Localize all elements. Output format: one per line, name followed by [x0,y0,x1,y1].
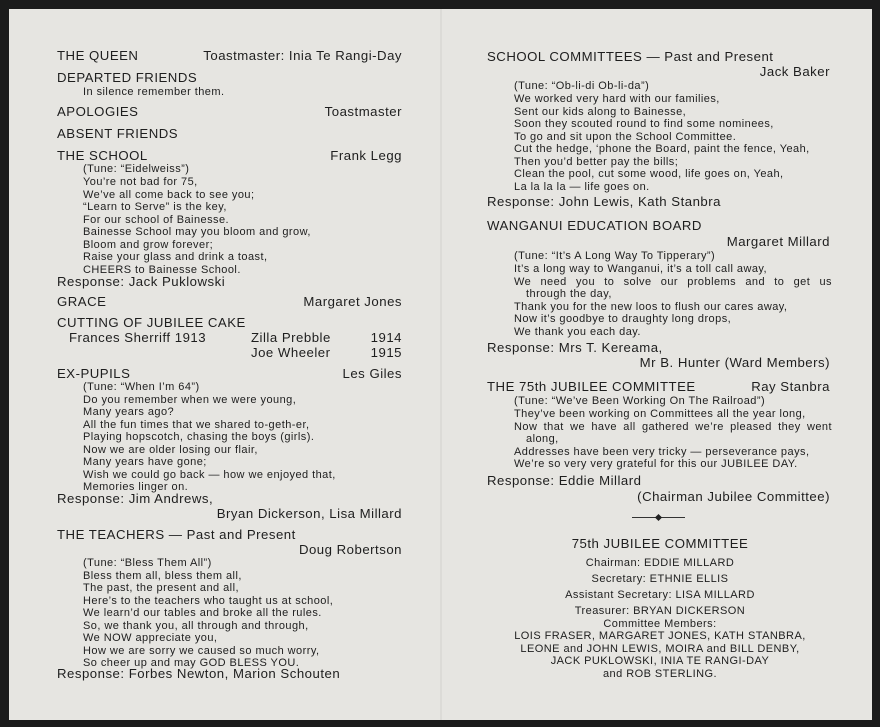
committee-heading: 75th JUBILEE COMMITTEE [571,536,749,551]
song-tune: (Tune: “When I’m 64”) [83,381,200,393]
song-line: Bainesse School may you bloom and grow, [83,226,311,238]
song-line: Cut the hedge, ‘phone the Board, paint the fence, Yeah, [514,143,810,155]
song-line: Now it’s goodbye to draughty long drops, [514,313,732,325]
song-line: All the fun times that we shared to-geth-er, [83,418,310,431]
toast-response: Response: Jim Andrews, [57,491,214,506]
committee-role: Treasurer: BRYAN DICKERSON [574,605,746,617]
committee-member-line: and ROB STERLING. [602,667,718,680]
song-tune: (Tune: “Eidelweiss”) [83,163,190,175]
toast-speaker: Margaret Millard [726,234,830,249]
toast-speaker: Frank Legg [330,148,402,163]
toast-title: EX-PUPILS [57,366,131,381]
toast-title: WANGANUI EDUCATION BOARD [487,218,702,233]
toast-speaker: Les Giles [342,366,402,381]
cake-cutter: Zilla Prebble [251,330,331,345]
toast-title: ABSENT FRIENDS [57,126,179,141]
toast-speaker: Margaret Jones [303,294,402,309]
song-line: Bless them all, bless them all, [83,569,242,582]
toast-response: Response: Jack Puklowski [57,274,226,289]
song-line: Bloom and grow forever; [83,238,214,251]
committee-member-line: LOIS FRASER, MARGARET JONES, KATH STANBRA, [514,630,806,642]
song-line: along, [526,433,559,445]
toast-speaker: Doug Robertson [298,542,402,557]
song-line: We need you to solve our problems and to get us [514,275,832,288]
cake-cutter: Frances Sherriff 1913 [69,330,207,345]
toast-speaker: Toastmaster [324,104,402,119]
toast-title: DEPARTED FRIENDS [57,70,198,85]
song-tune: (Tune: “It’s A Long Way To Tipperary”) [514,250,716,262]
song-line: Now that we have all gathered we’re pleased they went [514,420,832,433]
song-line: “Learn to Serve” is the key, [83,201,227,213]
song-line: It’s a long way to Wanganui, it’s a toll call away, [514,263,768,275]
toast-speaker: Ray Stanbra [751,379,830,394]
song-line: Now we are older losing our flair, [83,443,258,456]
song-line: Soon they scouted round to find some nominees, [514,118,774,130]
song-line: We thank you each day. [514,325,641,338]
song-line: Wish we could go back — how we enjoyed that, [83,468,336,481]
toast-response: Response: Eddie Millard [487,473,642,488]
song-line: We’ve all come back to see you; [83,188,255,201]
song-line: Here’s to the teachers who taught us at school, [83,594,334,607]
song-line: Addresses have been very tricky — perseverance pays, [514,445,810,458]
song-line: Memories linger on. [83,481,189,493]
song-tune: (Tune: “Ob-li-di Ob-li-da”) [514,80,650,92]
toast-response: (Chairman Jubilee Committee) [637,489,830,504]
song-line: The past, the present and all, [83,582,239,594]
toast-title: CUTTING OF JUBILEE CAKE [57,315,246,330]
toast-title: APOLOGIES [57,104,139,119]
song-line: We NOW appreciate you, [83,632,218,644]
committee-role: Chairman: EDDIE MILLARD [585,557,735,569]
song-line: Sent our kids along to Bainesse, [514,105,687,118]
toast-title: THE SCHOOL [57,148,148,163]
toast-title: THE QUEEN [57,48,139,63]
song-line: Thank you for the new loos to flush our cares away, [514,300,788,313]
toast-note: In silence remember them. [83,86,225,98]
committee-member-line: LEONE and JOHN LEWIS, MOIRA and BILL DENBY, [520,642,800,655]
song-line: La la la la — life goes on. [514,180,650,193]
toast-title: SCHOOL COMMITTEES — Past and Present [487,49,774,64]
cake-year: 1914 [370,330,402,345]
toast-title: THE TEACHERS — Past and Present [57,527,296,542]
song-line: We learn’d our tables and broke all the rules. [83,607,322,619]
committee-member-line: JACK PUKLOWSKI, INIA TE RANGI-DAY [550,655,770,667]
committee-role: Secretary: ETHNIE ELLIS [591,573,729,585]
song-line: We worked very hard with our families, [514,93,720,105]
committee-members-label: Committee Members: [603,617,717,630]
toast-response: Response: Forbes Newton, Marion Schouten [57,666,341,681]
song-line: So cheer up and may GOD BLESS YOU. [83,657,300,669]
toast-title: THE 75th JUBILEE COMMITTEE [487,379,696,394]
song-line: through the day, [526,288,612,300]
song-line: CHEERS to Bainesse School. [83,263,241,276]
cake-year: 1915 [370,345,402,360]
song-line: They’ve been working on Committees all the year long, [514,408,806,420]
toast-title: GRACE [57,294,107,309]
cake-cutter: Joe Wheeler [251,345,331,360]
toast-response: Bryan Dickerson, Lisa Millard [216,506,402,521]
song-line: Then you’d better pay the bills; [514,155,679,168]
song-line: So, we thank you, all through and through, [83,619,309,632]
song-line: Raise your glass and drink a toast, [83,251,268,263]
toast-speaker: Jack Baker [759,64,830,79]
song-line: We’re so very very grateful for this our JUBILEE DAY. [514,458,798,470]
toast-response: Mr B. Hunter (Ward Members) [639,355,830,370]
page-fold [440,9,442,720]
song-tune: (Tune: “We’ve Been Working On The Railroad”) [514,395,766,407]
toast-speaker: Toastmaster: Inia Te Rangi-Day [203,48,402,63]
song-tune: (Tune: “Bless Them All”) [83,557,212,569]
song-line: To go and sit upon the School Committee. [514,130,737,143]
song-line: Playing hopscotch, chasing the boys (girls). [83,431,315,443]
committee-role: Assistant Secretary: LISA MILLARD [565,589,755,601]
song-line: Many years ago? [83,406,175,418]
song-line: Clean the pool, cut some wood, life goes on, Yeah, [514,168,784,180]
song-line: For our school of Bainesse. [83,213,230,226]
song-line: How we are sorry we caused so much worry, [83,644,320,657]
song-line: Many years have gone; [83,456,207,468]
song-line: Do you remember when we were young, [83,393,297,406]
toast-response: Response: Mrs T. Kereama, [487,340,663,355]
song-line: You’re not bad for 75, [83,176,198,188]
toast-response: Response: John Lewis, Kath Stanbra [487,194,721,209]
